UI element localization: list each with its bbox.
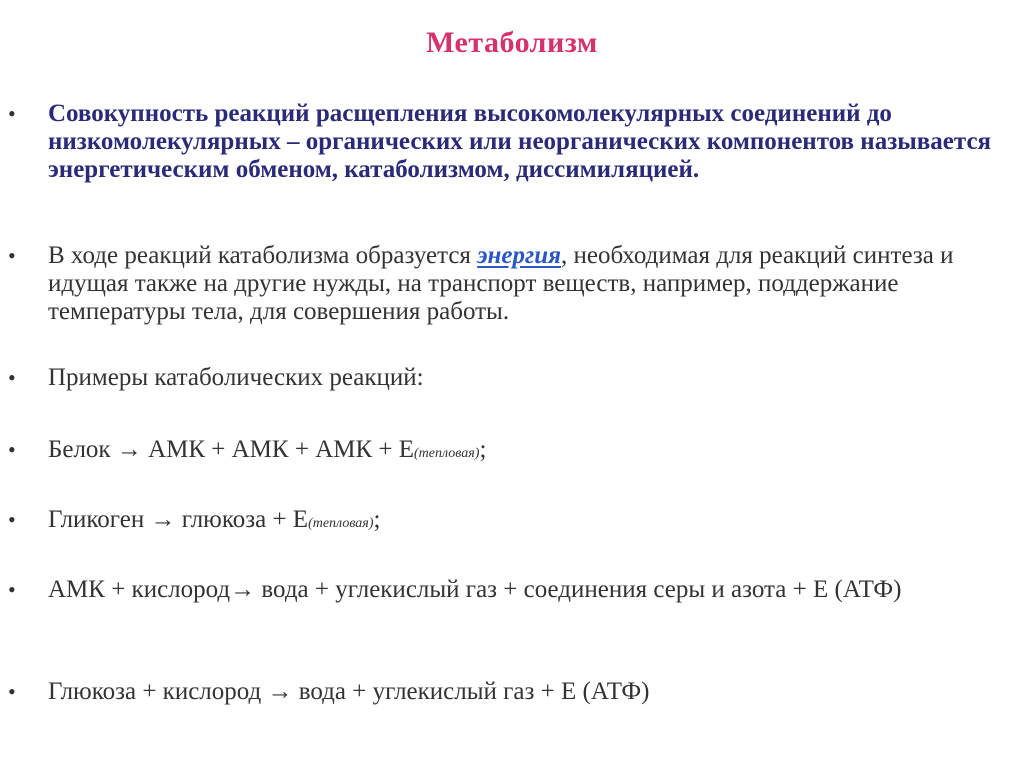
reaction-glucose: Глюкоза + кислород → вода + углекислый газ + Е (АТФ) xyxy=(48,678,650,705)
bullet: • xyxy=(8,437,16,462)
energy-link[interactable]: энергия xyxy=(477,242,562,269)
examples-heading: Примеры катаболических реакций: xyxy=(48,364,424,391)
reaction-end: ; xyxy=(479,436,487,463)
bullet: • xyxy=(8,679,16,704)
bullet: • xyxy=(8,101,16,126)
catabolism-energy-text xyxy=(48,242,1008,326)
text-after: , необходимая для реакций синтеза и идущая также на другие нужды, на транспорт веществ, например, поддержание температуры тела, для совершения работы. xyxy=(48,242,954,325)
definition-text: Совокупность реакций расщепления высокомолекулярных соединений до низкомолекулярных – органических или неорганических компонентов называется энергетическим обменом, катаболизмом, диссимиляцией. xyxy=(48,100,992,183)
slide-title: Метаболизм xyxy=(426,26,598,59)
bullet: • xyxy=(8,243,16,268)
reaction-protein xyxy=(48,436,1008,468)
reaction-glycogen xyxy=(48,506,1008,538)
bullet: • xyxy=(8,507,16,532)
subscript-note: (тепловая) xyxy=(414,446,480,461)
reaction-text: Гликоген → глюкоза + Е xyxy=(48,506,309,533)
reaction-end: ; xyxy=(373,506,381,533)
reaction-amino-acids: АМК + кислород→ вода + углекислый газ + соединения серы и азота + Е (АТФ) xyxy=(48,576,902,603)
text-before: В ходе реакций катаболизма образуется xyxy=(48,242,478,269)
subscript-note: (тепловая) xyxy=(308,516,374,531)
bullet: • xyxy=(8,577,16,602)
bullet: • xyxy=(8,365,16,390)
reaction-text: Белок → АМК + АМК + АМК + Е xyxy=(48,436,415,463)
